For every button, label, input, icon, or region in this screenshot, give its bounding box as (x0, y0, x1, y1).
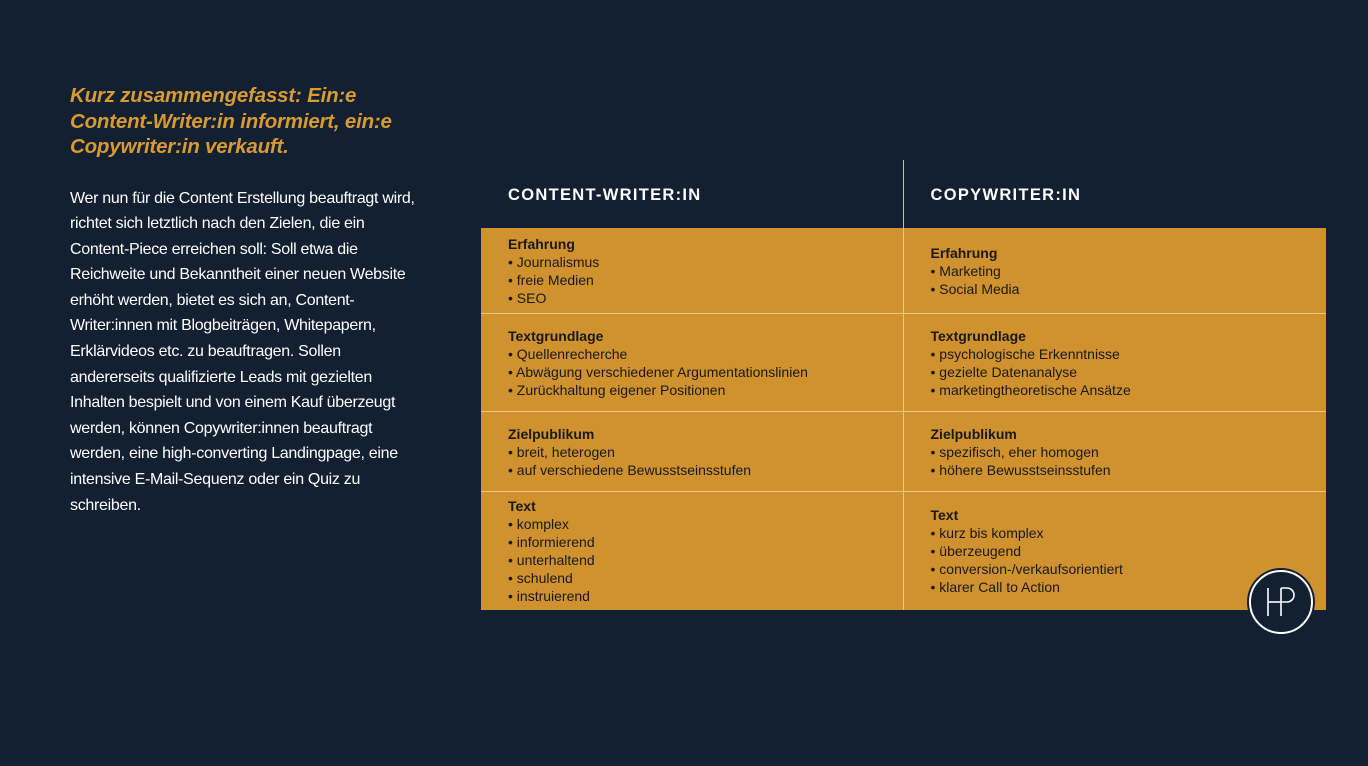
table-cell (481, 314, 904, 411)
list-item: • auf verschiedene Bewusstseinsstufen (508, 461, 893, 479)
table-cell (904, 314, 1327, 411)
header-divider (903, 160, 904, 228)
cell-title: Zielpublikum (930, 425, 1017, 442)
headline: Kurz zusammengefasst: Ein:e Content-Writer:in informiert, ein:e Copywriter:in verkauft. (70, 84, 392, 158)
comparison-table (481, 160, 1326, 610)
list-item: • Social Media (931, 280, 1317, 298)
cell-title: Text (930, 507, 959, 523)
table-row (481, 228, 1326, 314)
list-item: • freie Medien (508, 271, 893, 289)
list-item: • marketingtheoretische Ansätze (931, 381, 1317, 399)
list-item: • schulend (508, 569, 893, 587)
table-cell (481, 492, 904, 610)
cell-title: Text (508, 498, 536, 514)
list-item: • gezielte Datenanalyse (931, 363, 1317, 381)
table-cell (904, 412, 1327, 491)
list-item: • spezifisch, eher homogen (931, 443, 1317, 461)
table-row (481, 412, 1326, 492)
list-item: • Zurückhaltung eigener Positionen (508, 381, 893, 399)
list-item: • informierend (508, 533, 893, 551)
table-cell (481, 228, 904, 313)
list-item: • Journalismus (508, 253, 893, 271)
table-cell (904, 228, 1327, 313)
list-item: • breit, heterogen (508, 443, 893, 461)
table-row (481, 314, 1326, 412)
list-item: • komplex (508, 515, 893, 533)
column-header-content-writer: CONTENT-WRITER:IN (508, 186, 702, 204)
cell-title: Textgrundlage (508, 327, 604, 344)
list-item: • Abwägung verschiedener Argumentationslinien (508, 363, 893, 381)
hp-monogram-icon[interactable] (1249, 570, 1313, 634)
cell-title: Zielpublikum (508, 425, 595, 442)
body-paragraph: Wer nun für die Content Erstellung beauftragt wird, richtet sich letztlich nach den Zielen, die ein Content-Piece erreichen soll: Soll etwa die Reichweite und Bekanntheit einer neuen Website erhöht werden, bietet es sich an, Content-Writer:innen mit Blogbeiträgen, Whitepapern, Erklärvideos etc. zu beauftragen. Sollen andererseits qualifizierte Leads mit gezielten Inhalten bespielt und von einem Kauf überzeugt werden, können Copywriter:innen beauftragt werden, eine high-converting Landingpage, eine intensive E-Mail-Sequenz oder ein Quiz zu schreiben. (70, 189, 415, 514)
table-body (481, 228, 1326, 610)
cell-title: Erfahrung (930, 244, 998, 261)
list-item: • Quellenrecherche (508, 345, 893, 363)
list-item: • Marketing (931, 262, 1317, 280)
list-item: • höhere Bewusstseinsstufen (931, 461, 1317, 479)
table-header (481, 160, 1326, 228)
hp-monogram-graphic (1251, 572, 1311, 632)
list-item: • klarer Call to Action (931, 578, 1317, 596)
list-item: • unterhaltend (508, 551, 893, 569)
list-item: • SEO (508, 289, 893, 307)
table-cell (481, 412, 904, 491)
column-header-copywriter: COPYWRITER:IN (930, 186, 1082, 204)
list-item: • überzeugend (931, 542, 1317, 560)
list-item: • conversion-/verkaufsorientiert (931, 560, 1317, 578)
cell-title: Erfahrung (508, 235, 575, 252)
list-item: • instruierend (508, 587, 893, 605)
cell-title: Textgrundlage (930, 327, 1026, 344)
list-item: • psychologische Erkenntnisse (931, 345, 1317, 363)
table-row (481, 492, 1326, 610)
list-item: • kurz bis komplex (931, 524, 1317, 542)
intro-section (70, 83, 422, 518)
